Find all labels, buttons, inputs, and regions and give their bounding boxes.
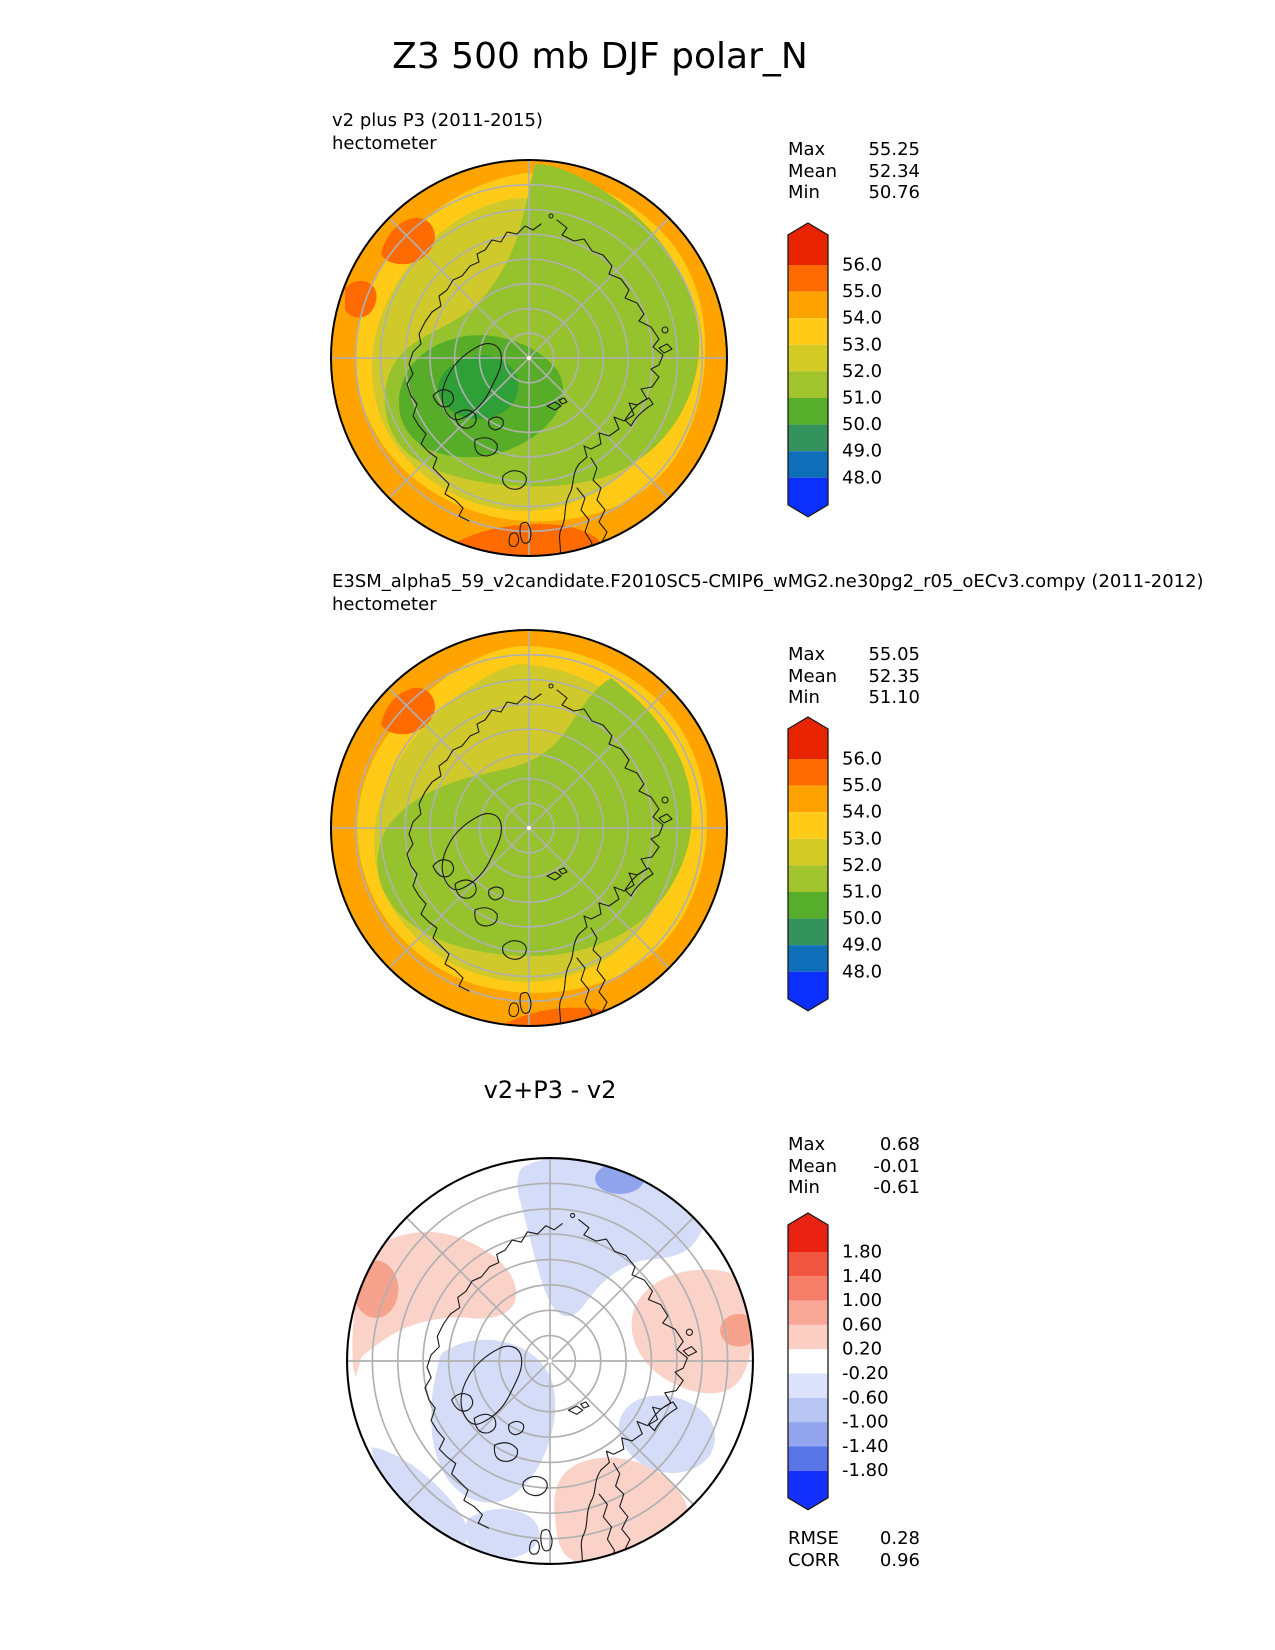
colorbar-panel2 <box>788 714 938 1016</box>
svg-text:55.0: 55.0 <box>842 775 883 797</box>
panel2-stats <box>788 644 920 709</box>
stat-row <box>788 666 920 688</box>
panel3-metrics <box>788 1528 920 1571</box>
colorbar-panel1 <box>788 220 938 522</box>
panel3-stats <box>788 1134 920 1199</box>
pole-marker <box>548 1359 552 1363</box>
panel1-units: hectometer <box>332 133 437 154</box>
svg-text:0.20: 0.20 <box>842 1338 883 1360</box>
panel1-dataset-name: v2 plus P3 (2011-2015) <box>332 110 543 131</box>
stat-label: Min <box>788 182 820 203</box>
stat-row <box>788 139 920 161</box>
metric-value: 0.28 <box>879 1528 920 1549</box>
svg-text:-1.80: -1.80 <box>842 1460 889 1482</box>
map-panel2 <box>329 628 729 1028</box>
svg-text:1.80: 1.80 <box>842 1241 883 1263</box>
stat-value: 52.35 <box>868 665 920 687</box>
stat-row <box>788 1156 920 1178</box>
stat-value: 0.68 <box>879 1134 920 1155</box>
stat-value: 51.10 <box>868 687 920 708</box>
stat-value: 55.05 <box>868 644 920 665</box>
stat-label: Min <box>788 1177 820 1198</box>
svg-text:55.0: 55.0 <box>842 281 883 303</box>
svg-text:52.0: 52.0 <box>842 854 883 876</box>
panel3-title: v2+P3 - v2 <box>483 1076 617 1104</box>
map-panel1 <box>329 158 729 558</box>
metric-label: CORR <box>788 1549 840 1571</box>
pole-marker <box>527 356 531 360</box>
stat-value: 55.25 <box>868 139 920 160</box>
metric-label: RMSE <box>788 1528 839 1549</box>
svg-text:1.00: 1.00 <box>842 1290 883 1312</box>
stat-label: Max <box>788 1134 826 1155</box>
svg-text:50.0: 50.0 <box>842 908 883 930</box>
stat-value: 50.76 <box>868 182 920 203</box>
svg-text:48.0: 48.0 <box>842 961 883 983</box>
stat-row <box>788 644 920 666</box>
svg-text:53.0: 53.0 <box>842 828 883 850</box>
page-title: Z3 500 mb DJF polar_N <box>392 36 808 77</box>
stat-label: Max <box>788 644 826 665</box>
svg-text:50.0: 50.0 <box>842 414 883 436</box>
map-panel3 <box>345 1156 755 1566</box>
svg-text:54.0: 54.0 <box>842 801 883 823</box>
stat-row <box>788 1177 920 1199</box>
stat-value: -0.01 <box>873 1155 920 1177</box>
svg-text:56.0: 56.0 <box>842 748 883 770</box>
svg-text:51.0: 51.0 <box>842 387 883 409</box>
metric-row <box>788 1528 920 1550</box>
svg-text:-1.00: -1.00 <box>842 1411 889 1433</box>
stat-label: Max <box>788 139 826 160</box>
svg-text:49.0: 49.0 <box>842 440 883 462</box>
svg-text:54.0: 54.0 <box>842 307 883 329</box>
svg-text:-0.20: -0.20 <box>842 1363 889 1384</box>
stat-label: Mean <box>788 665 838 687</box>
svg-text:48.0: 48.0 <box>842 467 883 489</box>
svg-text:0.60: 0.60 <box>842 1314 883 1336</box>
svg-text:-1.40: -1.40 <box>842 1435 889 1457</box>
stat-value: -0.61 <box>873 1177 920 1198</box>
svg-text:1.40: 1.40 <box>842 1265 883 1287</box>
stat-row <box>788 182 920 204</box>
stat-label: Mean <box>788 160 838 182</box>
svg-text:49.0: 49.0 <box>842 934 883 956</box>
panel2-units: hectometer <box>332 594 437 615</box>
stat-row <box>788 1134 920 1156</box>
metric-value: 0.96 <box>879 1549 920 1571</box>
svg-text:52.0: 52.0 <box>842 360 883 382</box>
metric-row <box>788 1550 920 1572</box>
svg-text:-0.60: -0.60 <box>842 1387 889 1409</box>
panel1-label <box>332 109 543 155</box>
svg-text:51.0: 51.0 <box>842 881 883 903</box>
svg-text:56.0: 56.0 <box>842 254 883 276</box>
stat-label: Min <box>788 687 820 708</box>
panel1-stats <box>788 139 920 204</box>
colorbar-panel3 <box>788 1210 938 1522</box>
panel2-label <box>332 570 1204 616</box>
svg-text:53.0: 53.0 <box>842 334 883 356</box>
stat-value: 52.34 <box>868 160 920 182</box>
stat-row <box>788 161 920 183</box>
pole-marker <box>527 826 531 830</box>
panel2-dataset-name: E3SM_alpha5_59_v2candidate.F2010SC5-CMIP6_wMG2.ne30pg2_r05_oECv3.compy (2011-2012) <box>332 571 1204 592</box>
stat-row <box>788 687 920 709</box>
stat-label: Mean <box>788 1155 838 1177</box>
